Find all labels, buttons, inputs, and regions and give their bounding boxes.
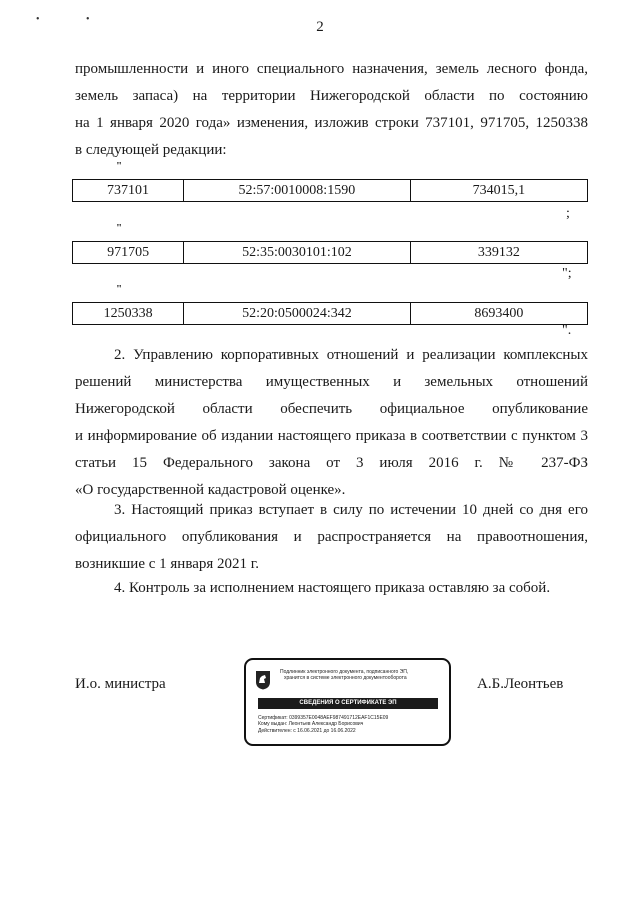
coat-of-arms-icon [255, 670, 271, 690]
paragraph4-line: 4. Контроль за исполнением настоящего приказа оставляю за собой. [114, 580, 551, 596]
paragraph1-line: в следующей редакции: [75, 142, 227, 158]
replacement-row-table [72, 241, 588, 264]
open-quote: " [116, 160, 123, 172]
paragraph3-line: официального опубликования и распространяется на правоотношения, [75, 529, 588, 545]
value-cell: 8693400 [410, 303, 587, 325]
cadastral-number-cell: 52:35:0030101:102 [184, 242, 411, 264]
owner-line: Кому выдан: Леонтьев Александр Борисович [258, 721, 364, 728]
close-quote: "; [562, 266, 572, 281]
stamp-title: СВЕДЕНИЯ О СЕРТИФИКАТЕ ЭП [258, 698, 438, 709]
paragraph3-line: 3. Настоящий приказ вступает в силу по истечении 10 дней со дня его [114, 502, 588, 518]
value-cell: 734015,1 [410, 180, 587, 202]
close-quote: ". [562, 323, 572, 338]
paragraph2-line: статьи 15 Федерального закона от 3 июля 2016 г. № 237-ФЗ [75, 455, 588, 471]
paragraph2-line: «О государственной кадастровой оценке». [75, 482, 346, 498]
stamp-header-line: Подлинник электронного документа, подписанного ЭП, [280, 669, 409, 675]
paragraph1-line: земель запаса) на территории Нижегородской области по состоянию [75, 88, 588, 104]
paragraph1-line: на 1 января 2020 года» изменения, изложив строки 737101, 971705, 1250338 [75, 115, 588, 131]
cadastral-number-cell: 52:57:0010008:1590 [184, 180, 411, 202]
signer-position: И.о. министра [75, 676, 166, 692]
paragraph2-line: Нижегородской области обеспечить официальное опубликование [75, 401, 588, 417]
paragraph2-line: и информирование об издании настоящего приказа в соответствии с пунктом 3 [75, 428, 588, 444]
value-cell: 339132 [410, 242, 587, 264]
stamp-details [258, 715, 443, 734]
validity-line: Действителен: с 16.06.2021 до 16.06.2022 [258, 727, 356, 734]
row-id-cell: 1250338 [73, 303, 184, 325]
row-id-cell: 971705 [73, 242, 184, 264]
paragraph3-line: возникшие с 1 января 2021 г. [75, 556, 259, 572]
row-id-cell: 737101 [73, 180, 184, 202]
stamp-header-line: хранится в системе электронного документооборота [284, 675, 407, 681]
paragraph2-line: решений министерства имущественных и земельных отношений [75, 374, 588, 390]
scan-marks: • • [36, 14, 112, 25]
certificate-line: Сертификат: 0399357E0048AEF987491712EAF1C15E09 [258, 715, 389, 721]
open-quote: " [116, 222, 123, 234]
electronic-signature-stamp [244, 658, 451, 746]
paragraph1-line: промышленности и иного специального назначения, земель лесного фонда, [75, 61, 588, 77]
replacement-row-table [72, 179, 588, 202]
page-number: 2 [316, 19, 324, 35]
replacement-row-table [72, 302, 588, 325]
close-quote: ; [566, 206, 570, 221]
signer-name: А.Б.Леонтьев [477, 676, 564, 692]
open-quote: " [116, 283, 123, 295]
cadastral-number-cell: 52:20:0500024:342 [184, 303, 410, 325]
stamp-header [280, 669, 442, 681]
paragraph2-line: 2. Управлению корпоративных отношений и реализации комплексных [114, 347, 588, 363]
